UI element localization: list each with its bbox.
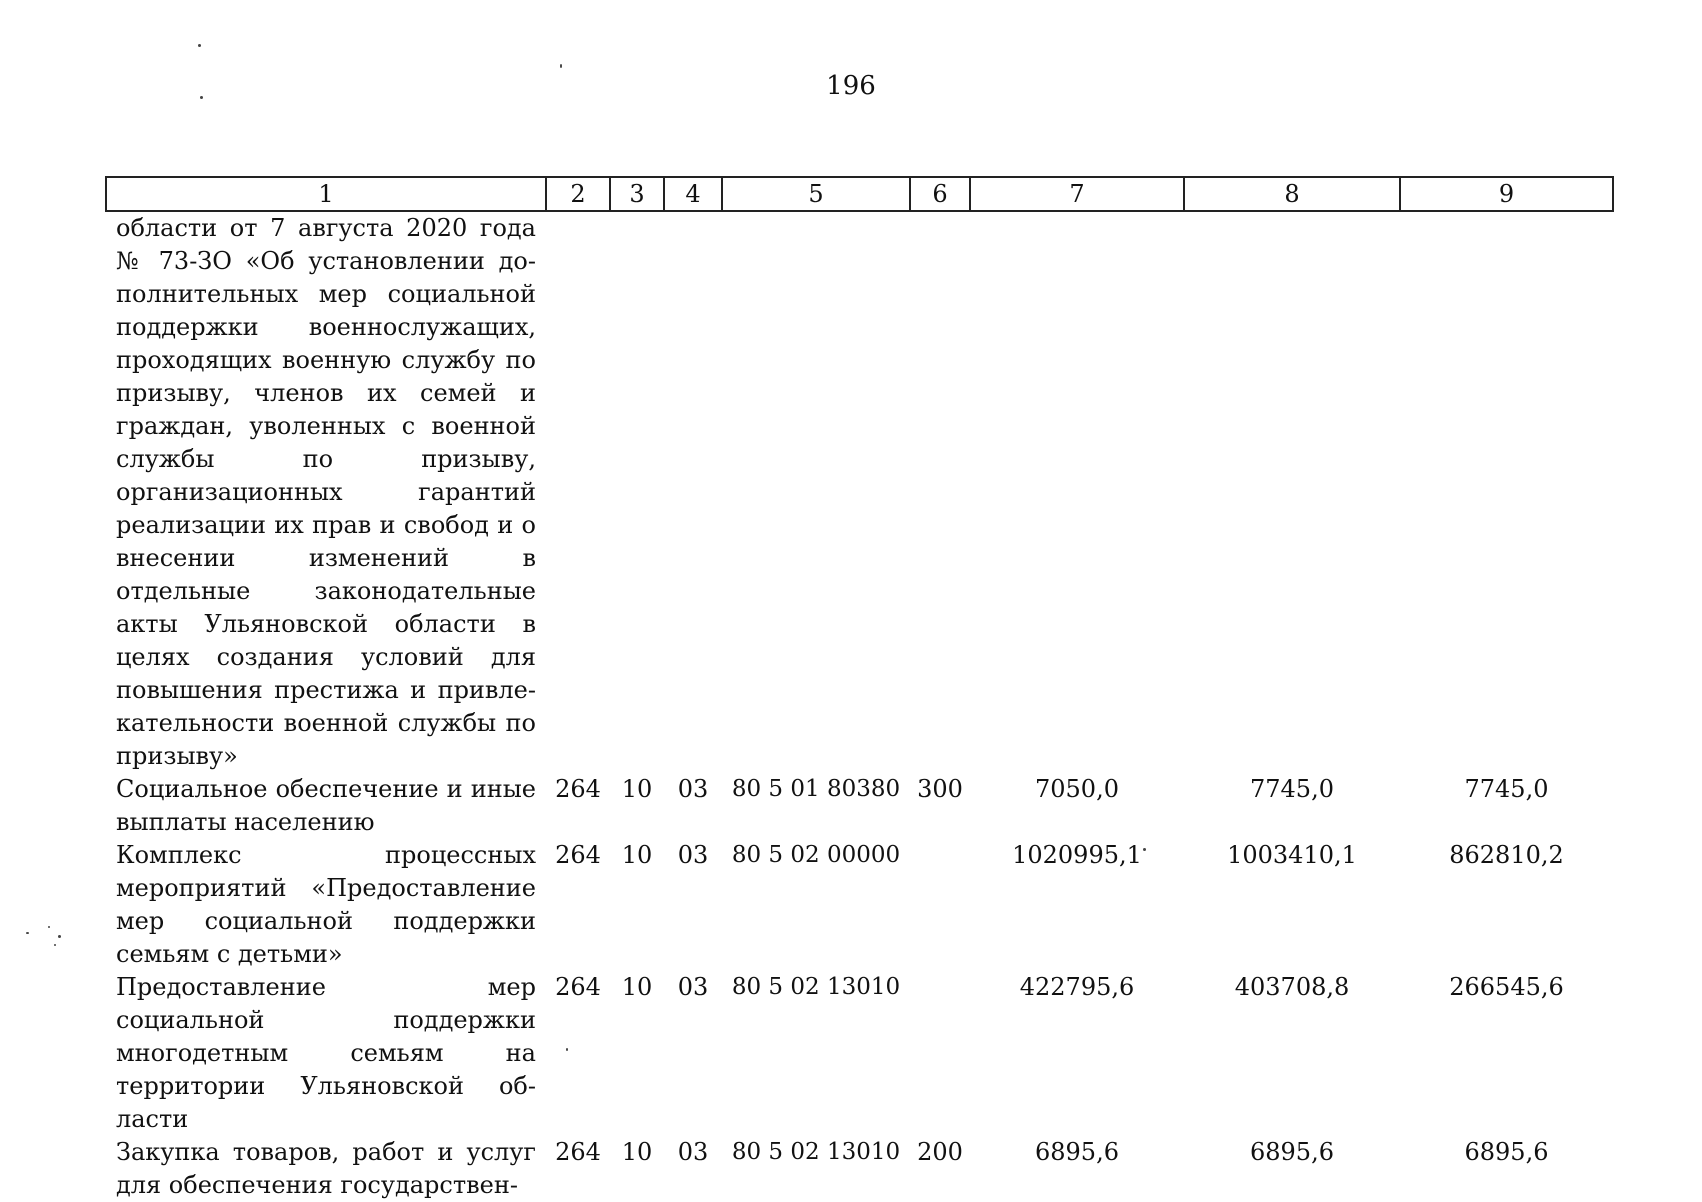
cell-expense-type: 200 — [917, 1138, 963, 1166]
cell-expense-type — [910, 211, 970, 773]
scan-speck — [198, 44, 201, 47]
cell-subsection: 03 — [677, 775, 709, 803]
cell-amount-col7 — [970, 211, 1184, 773]
cell-amount-col7: 7050,0 — [1035, 775, 1119, 803]
cell-section: 10 — [621, 973, 653, 1001]
cell-amount-col9: 6895,6 — [1464, 1138, 1549, 1166]
page-number: 196 — [826, 71, 876, 101]
cell-ministry-code: 264 — [555, 841, 601, 869]
row-description: Социальное обеспечение и иные выплаты населению — [116, 775, 536, 836]
cell-subsection: 03 — [677, 973, 709, 1001]
scan-speck — [26, 932, 29, 934]
row-description: области от 7 августа 2020 года № 73-ЗО «Об установлении дополнительных мер социальной поддержки военнослужащих, проходящих военную службу по призыву, членов их семей и граждан, уволенных с военной службы по призыву, организационных гарантий реализации их прав и свобод и о внесении изменений в отдельные законодательные акты Ульяновской области в целях создания условий для повышения престижа и привлекательности военной службы по призыву» — [116, 214, 536, 770]
header-col-1: 1 — [106, 177, 546, 211]
cell-target-article: 80 5 02 00000 — [731, 842, 901, 868]
cell-amount-col7: 422795,6 — [1019, 973, 1135, 1001]
header-col-9: 9 — [1400, 177, 1613, 211]
cell-expense-type — [910, 971, 970, 1136]
scan-speck — [560, 64, 562, 68]
scan-speck — [54, 944, 56, 946]
cell-target-article: 80 5 02 13010 — [731, 1139, 901, 1165]
table-row — [106, 211, 1613, 773]
scan-speck — [58, 935, 61, 938]
cell-amount-col8: 403708,8 — [1234, 973, 1350, 1001]
cell-amount-col8: 6895,6 — [1250, 1138, 1334, 1166]
cell-amount-col8 — [1184, 211, 1400, 773]
budget-table — [105, 176, 1614, 1202]
row-description: Предоставление мер социальной поддержки многодетным семьям на территории Ульяновской области — [116, 973, 536, 1133]
header-col-7: 7 — [970, 177, 1184, 211]
table-row — [106, 839, 1613, 971]
scan-speck — [200, 96, 203, 99]
header-col-2: 2 — [546, 177, 610, 211]
cell-amount-col8: 1003410,1 — [1227, 841, 1357, 869]
cell-ministry-code — [546, 211, 610, 773]
cell-amount-col8: 7745,0 — [1250, 775, 1334, 803]
cell-section: 10 — [621, 1138, 653, 1166]
cell-target-article: 80 5 01 80380 — [731, 776, 901, 802]
cell-amount-col7: 6895,6 — [1035, 1138, 1119, 1166]
row-description: Закупка товаров, работ и услуг для обеспечения государствен- — [116, 1138, 536, 1199]
cell-expense-type — [910, 839, 970, 971]
cell-section: 10 — [621, 841, 653, 869]
row-description: Комплекс процессных мероприятий «Предоставление мер социальной поддержки семьям с детьми» — [116, 841, 536, 968]
header-col-8: 8 — [1184, 177, 1400, 211]
table-row — [106, 773, 1613, 839]
cell-ministry-code: 264 — [555, 1138, 601, 1166]
header-col-5: 5 — [722, 177, 910, 211]
cell-expense-type: 300 — [917, 775, 963, 803]
cell-subsection — [664, 211, 722, 773]
cell-section — [610, 211, 664, 773]
cell-target-article — [722, 211, 910, 773]
table-row — [106, 971, 1613, 1136]
cell-subsection: 03 — [677, 1138, 709, 1166]
cell-amount-col9: 862810,2 — [1449, 841, 1564, 869]
cell-subsection: 03 — [677, 841, 709, 869]
cell-amount-col9 — [1400, 211, 1613, 773]
column-number-header — [106, 177, 1613, 211]
header-col-6: 6 — [910, 177, 970, 211]
cell-amount-col9: 266545,6 — [1449, 973, 1564, 1001]
cell-amount-col7: 1020995,1 — [1012, 841, 1142, 869]
header-col-3: 3 — [610, 177, 664, 211]
cell-target-article: 80 5 02 13010 — [731, 974, 901, 1000]
cell-section: 10 — [621, 775, 653, 803]
cell-ministry-code: 264 — [555, 775, 601, 803]
cell-ministry-code: 264 — [555, 973, 601, 1001]
cell-amount-col9: 7745,0 — [1464, 775, 1549, 803]
scan-speck — [48, 926, 50, 928]
table-row — [106, 1136, 1613, 1202]
header-col-4: 4 — [664, 177, 722, 211]
